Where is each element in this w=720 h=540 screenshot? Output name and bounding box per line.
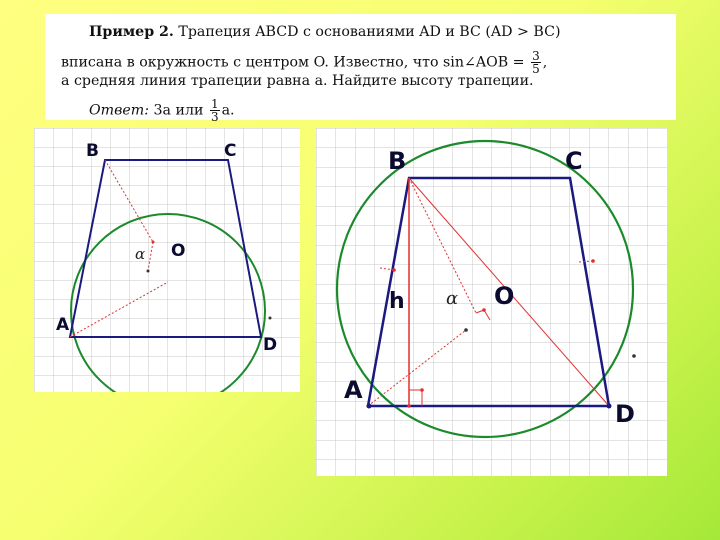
left-label-b: B — [86, 141, 99, 161]
right-center-point — [482, 308, 486, 312]
answer-line — [89, 98, 235, 123]
problem-line-2 — [61, 50, 547, 75]
right-label-alpha: α — [446, 288, 459, 309]
problem-text-2b: , — [542, 54, 548, 71]
answer-text-b: a. — [221, 102, 235, 119]
right-mark-point — [632, 354, 636, 358]
sine-fraction — [531, 50, 541, 75]
answer-text-a: 3a или — [153, 102, 204, 119]
right-label-a: A — [344, 376, 363, 404]
right-figure-panel — [316, 128, 667, 476]
left-center-point — [152, 241, 155, 244]
right-label-d: D — [615, 400, 635, 428]
left-label-a: A — [56, 315, 70, 335]
right-label-o: O — [494, 282, 515, 310]
left-label-d: D — [263, 335, 278, 355]
right-tick-right-point — [591, 259, 595, 263]
answer-fraction-denominator: 3 — [210, 110, 219, 124]
right-tick-left-point — [392, 268, 396, 272]
right-foot-mark — [420, 388, 424, 392]
right-vertex-d — [607, 404, 612, 409]
problem-card — [45, 14, 676, 124]
right-label-b: B — [388, 147, 407, 175]
problem-text-3: а средняя линия трапеции равна a. Найдите высоту трапеции. — [61, 73, 534, 89]
problem-line-1 — [89, 24, 561, 40]
answer-fraction-numerator: 1 — [210, 97, 219, 111]
right-figure — [316, 128, 667, 476]
left-mark-point — [269, 317, 272, 320]
left-o-point — [147, 270, 150, 273]
left-label-o: O — [171, 241, 186, 261]
answer-label: Ответ: — [89, 102, 149, 119]
left-label-c: C — [224, 141, 237, 161]
problem-line-3 — [61, 73, 534, 89]
problem-text-1: Трапеция ABCD с основаниями AD и BC (AD > BC) — [178, 24, 561, 40]
sine-fraction-denominator: 5 — [532, 62, 540, 76]
right-label-h: h — [389, 289, 405, 314]
right-o-point — [464, 328, 468, 332]
left-grid — [34, 128, 300, 392]
right-vertex-a — [367, 404, 372, 409]
left-label-alpha: α — [135, 245, 146, 263]
right-label-c: C — [565, 147, 583, 175]
right-foot-point — [407, 404, 411, 408]
example-label: Пример 2. — [89, 24, 174, 40]
problem-text-2: вписана в окружность с центром O. Известно, что sin∠AOB = — [61, 54, 525, 71]
left-figure — [34, 128, 300, 392]
sine-fraction-numerator: 3 — [532, 49, 540, 63]
answer-fraction — [210, 98, 220, 123]
left-figure-panel — [34, 128, 300, 392]
